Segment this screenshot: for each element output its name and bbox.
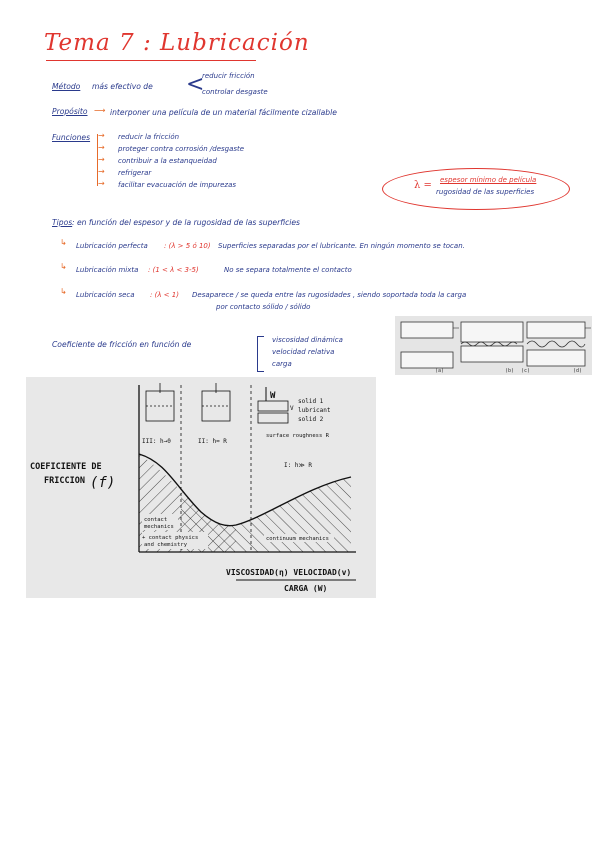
y-axis-symbol: (f) [90, 475, 116, 491]
arrow-icon: → [98, 155, 105, 164]
tipo-desc: Superficies separadas por el lubricante. En ningún momento se tocan. [218, 242, 465, 250]
roughness-label: surface roughness R [266, 433, 329, 439]
continuum-label: continuum mechanics [266, 536, 329, 542]
tipo-cond: : (λ < 1) [150, 291, 179, 299]
arrow-icon: → [98, 167, 105, 176]
arrow-icon: → [98, 179, 105, 188]
legend-item: solid 1 [298, 398, 324, 405]
funcion-item: reducir la fricción [118, 133, 180, 141]
y-axis-label-1: COEFICIENTE DE [30, 462, 102, 472]
x-axis-label-top: VISCOSIDAD(η) VELOCIDAD(v) [226, 568, 352, 577]
metodo-label: Método [52, 82, 81, 91]
tipo-desc-line2: por contacto sólido / sólido [216, 303, 311, 311]
proposito-label: Propósito [52, 107, 88, 116]
tipo-cond: : (1 < λ < 3-5) [148, 266, 199, 274]
page-title: Tema 7 : Lubricación [44, 30, 310, 56]
lambda-numerator: espesor mínimo de película [440, 176, 537, 184]
funcion-item: refrigerar [118, 169, 152, 177]
regimes-svg [395, 316, 592, 375]
metodo-option-2: controlar desgaste [202, 88, 268, 96]
coef-item: viscosidad dinámica [272, 336, 343, 344]
funcion-item: proteger contra corrosión /desgaste [118, 145, 245, 153]
load-label: W [270, 391, 276, 401]
panel-label: (d) [573, 368, 583, 374]
contact-mechanics-label: contact [144, 517, 168, 523]
coef-item: velocidad relativa [272, 348, 335, 356]
panel-label: (b) [505, 368, 515, 374]
legend-item: lubricant [298, 407, 331, 414]
panel-label: (c) [521, 368, 531, 374]
arrow-icon: → [98, 131, 105, 140]
velocity-label: V [290, 405, 294, 412]
tipo-desc: No se separa totalmente el contacto [224, 266, 352, 274]
hook-arrow-icon: ↳ [60, 238, 67, 247]
funcion-item: contribuir a la estanqueidad [118, 157, 217, 165]
legend-item: solid 2 [298, 416, 324, 423]
y-axis-label-2: FRICCION [44, 476, 85, 486]
arrow-icon: → [98, 143, 105, 152]
funciones-label: Funciones [52, 133, 91, 142]
title-underline [46, 60, 256, 61]
hook-arrow-icon: ↳ [60, 262, 67, 271]
proposito-text: interponer una película de un material fácilmente cizallable [110, 108, 337, 117]
metodo-option-1: reducir fricción [202, 72, 255, 80]
tipo-cond: : (λ > 5 ó 10) [164, 242, 211, 250]
metodo-text: más efectivo de [92, 82, 153, 91]
tipo-name: Lubricación perfecta [76, 242, 148, 250]
x-axis-label-bottom: CARGA (W) [284, 584, 328, 593]
lubrication-regimes-figure [395, 316, 592, 375]
region-label: I: h≫ R [284, 462, 312, 469]
funcion-item: facilitar evacuación de impurezas [118, 181, 237, 189]
coef-label: Coeficiente de fricción en función de [52, 340, 192, 349]
region-label: III: h→0 [142, 438, 171, 445]
arrow-icon: ⟶ [94, 106, 106, 115]
stribeck-figure [26, 377, 376, 598]
tipo-name: Lubricación seca [76, 291, 135, 299]
tipo-name: Lubricación mixta [76, 266, 139, 274]
contact-physics-label: and chemistry [144, 542, 188, 548]
tipos-intro: : en función del espesor y de la rugosidad de las superficies [72, 218, 301, 227]
panel-label: (a) [435, 368, 445, 374]
tipos-label: Tipos [52, 218, 73, 227]
metodo-brace: < [186, 72, 205, 97]
hook-arrow-icon: ↳ [60, 287, 67, 296]
coef-brace [257, 336, 264, 372]
lambda-symbol: λ = [414, 180, 432, 191]
coef-item: carga [272, 360, 292, 368]
lambda-denominator: rugosidad de las superficies [436, 188, 535, 196]
stribeck-svg [26, 377, 376, 598]
tipo-desc: Desaparece / se queda entre las rugosidades , siendo soportada toda la carga [192, 291, 467, 299]
region-label: II: h≈ R [198, 438, 227, 445]
contact-mechanics-label: mechanics [144, 524, 174, 530]
contact-physics-label: + contact physics [142, 535, 199, 541]
